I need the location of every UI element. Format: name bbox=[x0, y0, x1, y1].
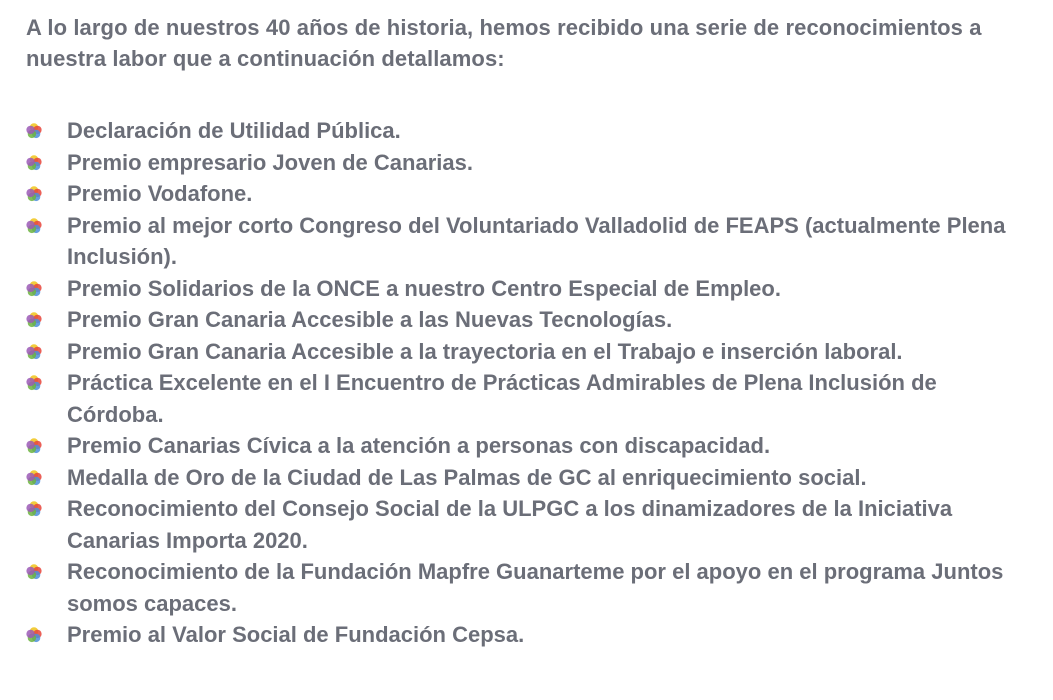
list-item bbox=[0, 430, 1053, 462]
list-item bbox=[0, 304, 1053, 336]
award-text: Premio al mejor corto Congreso del Voluntariado Valladolid de FEAPS (actualmente Plena Inclusión). bbox=[67, 212, 1006, 269]
list-item bbox=[0, 462, 1053, 494]
list-item bbox=[0, 367, 1053, 430]
flower-bullet-icon bbox=[25, 437, 43, 455]
flower-bullet-icon bbox=[25, 374, 43, 392]
list-item bbox=[0, 273, 1053, 305]
flower-bullet-icon bbox=[25, 626, 43, 644]
award-text: Declaración de Utilidad Pública. bbox=[67, 118, 401, 143]
flower-bullet-icon bbox=[25, 343, 43, 361]
flower-bullet-icon bbox=[25, 311, 43, 329]
award-text: Reconocimiento del Consejo Social de la ULPGC a los dinamizadores de la Iniciativa Canarias Importa 2020. bbox=[67, 496, 953, 553]
flower-bullet-icon bbox=[25, 122, 43, 140]
flower-petal bbox=[26, 378, 34, 386]
intro-paragraph: A lo largo de nuestros 40 años de historia, hemos recibido una serie de reconocimientos a nuestra labor que a continuación detallamos: bbox=[26, 15, 982, 71]
list-item bbox=[0, 115, 1053, 147]
flower-petal bbox=[26, 567, 34, 575]
flower-bullet-icon bbox=[25, 154, 43, 172]
flower-petal bbox=[26, 189, 34, 197]
flower-bullet-icon bbox=[25, 217, 43, 235]
award-text: Premio Gran Canaria Accesible a las Nuevas Tecnologías. bbox=[67, 307, 673, 332]
flower-bullet-icon bbox=[25, 500, 43, 518]
flower-petal bbox=[26, 472, 34, 480]
award-text: Premio Gran Canaria Accesible a la trayectoria en el Trabajo e inserción laboral. bbox=[67, 338, 903, 364]
award-text: Medalla de Oro de la Ciudad de Las Palmas de GC al enriquecimiento social. bbox=[67, 464, 867, 490]
flower-petal bbox=[26, 157, 34, 165]
flower-petal bbox=[26, 220, 34, 228]
flower-petal bbox=[26, 126, 34, 134]
award-text: Premio al Valor Social de Fundación Cepsa. bbox=[67, 622, 525, 647]
awards-list bbox=[0, 115, 1053, 651]
list-item bbox=[0, 178, 1053, 210]
flower-petal bbox=[26, 441, 34, 449]
flower-bullet-icon bbox=[25, 185, 43, 203]
flower-petal bbox=[26, 315, 34, 323]
list-item bbox=[0, 556, 1053, 619]
list-item bbox=[0, 210, 1053, 273]
flower-bullet-icon bbox=[25, 280, 43, 298]
flower-petal bbox=[26, 630, 34, 638]
list-item bbox=[0, 336, 1053, 368]
flower-petal bbox=[26, 283, 34, 291]
flower-bullet-icon bbox=[25, 563, 43, 581]
award-text: Premio Canarias Cívica a la atención a personas con discapacidad. bbox=[67, 433, 771, 458]
award-text: Premio empresario Joven de Canarias. bbox=[67, 149, 473, 175]
award-text: Premio Vodafone. bbox=[67, 181, 253, 206]
flower-bullet-icon bbox=[25, 469, 43, 487]
award-text: Premio Solidarios de la ONCE a nuestro Centro Especial de Empleo. bbox=[67, 275, 781, 301]
award-text: Reconocimiento de la Fundación Mapfre Guanarteme por el apoyo en el programa Juntos somos capaces. bbox=[67, 559, 1004, 616]
flower-petal bbox=[26, 504, 34, 512]
list-item bbox=[0, 147, 1053, 179]
list-item bbox=[0, 493, 1053, 556]
list-item bbox=[0, 619, 1053, 651]
flower-petal bbox=[26, 346, 34, 354]
award-text: Práctica Excelente en el I Encuentro de Prácticas Admirables de Plena Inclusión de Córdoba. bbox=[67, 370, 937, 427]
